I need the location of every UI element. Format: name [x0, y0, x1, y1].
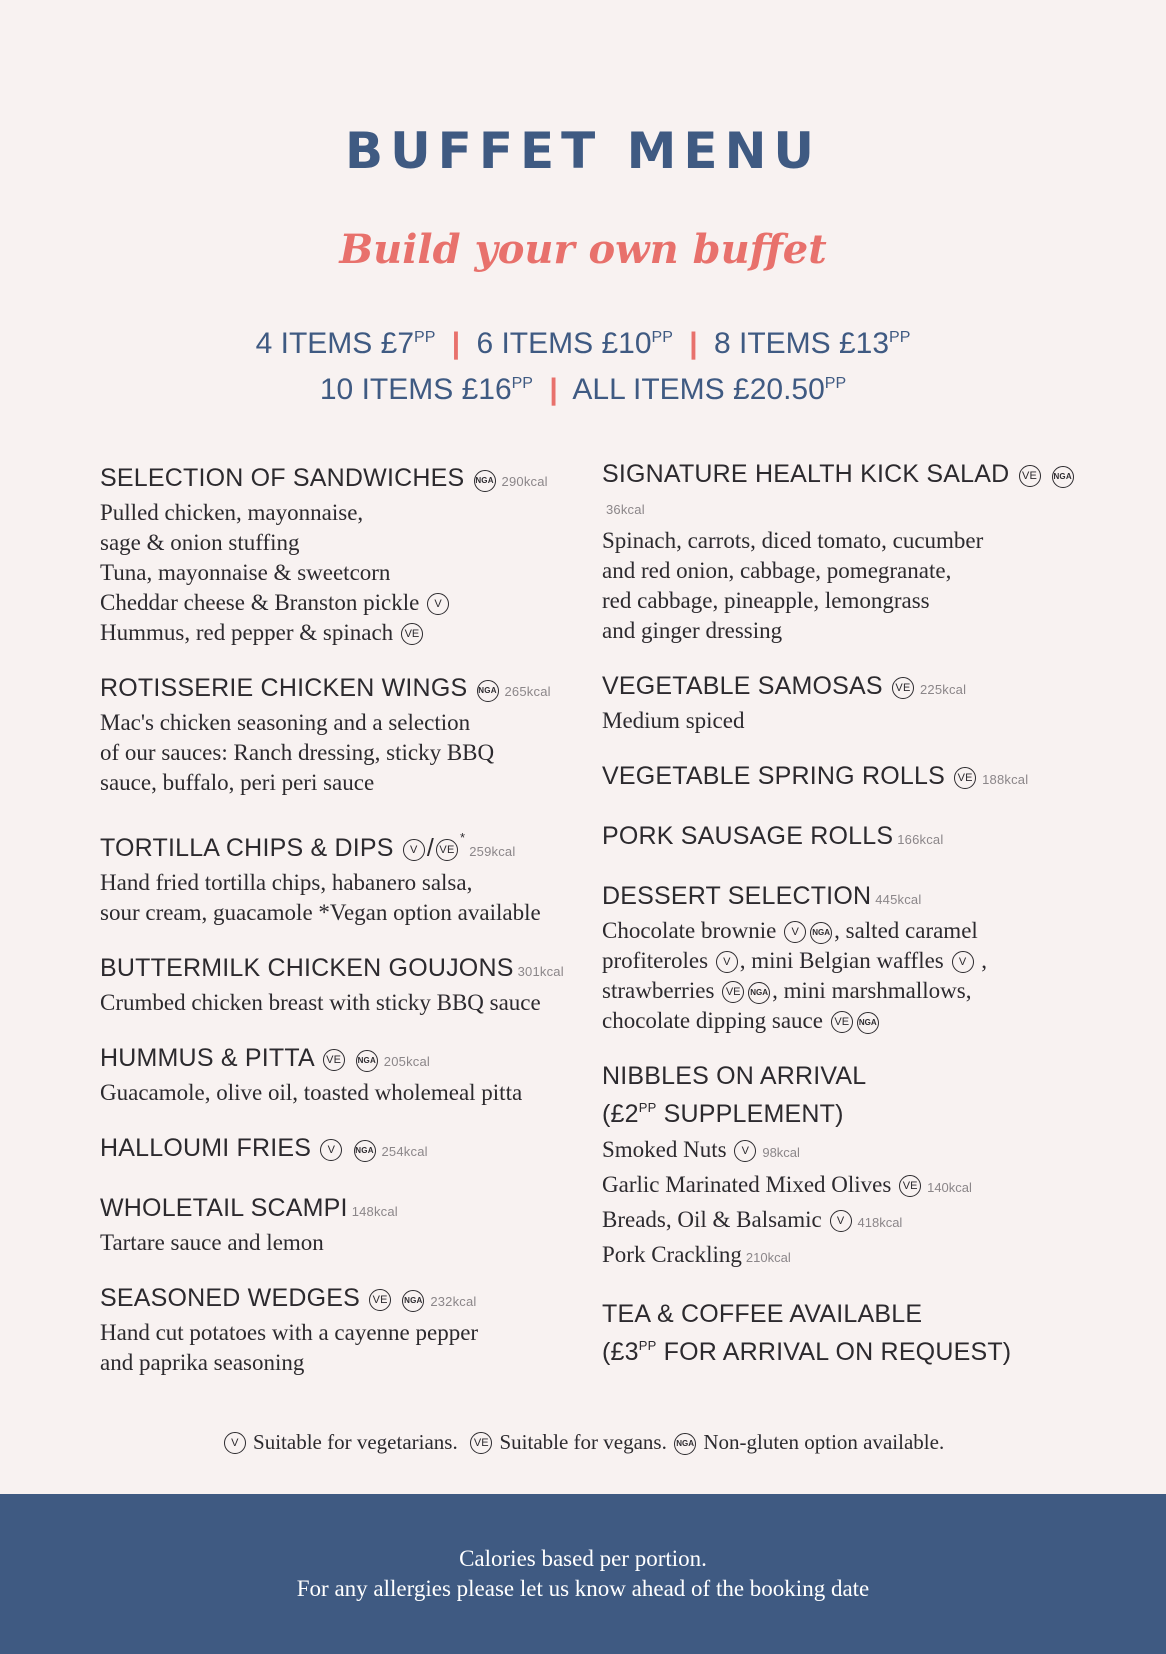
- vegetarian-icon: V: [784, 921, 806, 943]
- menu-column-left: [100, 462, 580, 1402]
- menu-item-tea-coffee: TEA & COFFEE AVAILABLE ($£3^{PP}$ FOR ARRIVAL ON REQUEST): [602, 1298, 1082, 1368]
- price-line-1: 4 ITEMS $£7^{PP}$ | 6 ITEMS $£10^{PP}$ | 8 ITEMS $£13^{PP}$: [255, 327, 911, 360]
- price-separator: |: [549, 373, 558, 406]
- nibble-name: Breads, Oil & Balsamic: [602, 1207, 822, 1232]
- menu-item-dessert: [602, 880, 1082, 1036]
- item-desc-text: strawberries: [602, 978, 715, 1003]
- item-kcal: 166kcal: [897, 832, 944, 847]
- item-name: HALLOUMI FRIES: [100, 1134, 312, 1162]
- item-kcal: 254kcal: [381, 1144, 428, 1159]
- menu-item-chicken-wings: [100, 672, 580, 798]
- item-desc-text: profiteroles: [602, 948, 709, 973]
- nga-icon: NGA: [354, 1140, 376, 1162]
- price-6-items: 6 ITEMS £10: [476, 327, 652, 360]
- item-name: SELECTION OF SANDWICHES: [100, 464, 465, 492]
- legend-vegan: Suitable for vegans.: [499, 1430, 667, 1454]
- item-name: NIBBLES ON ARRIVAL: [602, 1062, 867, 1090]
- item-name: BUTTERMILK CHICKEN GOUJONS: [100, 954, 514, 982]
- item-kcal: 301kcal: [517, 964, 564, 979]
- footer-allergy-note: For any allergies please let us know ahead of the booking date: [296, 1576, 870, 1601]
- item-name: TEA & COFFEE AVAILABLE: [602, 1300, 923, 1328]
- item-name: SEASONED WEDGES: [100, 1284, 360, 1312]
- item-desc-line: and ginger dressing: [602, 618, 783, 643]
- item-desc-line: Cheddar cheese & Branston pickle: [100, 590, 420, 615]
- vegetarian-icon: V: [320, 1139, 342, 1161]
- item-name-line2: FOR ARRIVAL ON REQUEST): [656, 1338, 1012, 1366]
- page-subtitle: Build your own buffet: [339, 226, 827, 273]
- item-kcal: 259kcal: [469, 844, 516, 859]
- item-kcal: 265kcal: [504, 684, 551, 699]
- vegan-icon: VE: [954, 767, 976, 789]
- legend-nga: Non-gluten option available.: [703, 1430, 945, 1454]
- item-desc-line: and red onion, cabbage, pomegranate,: [602, 558, 952, 583]
- item-desc-text: chocolate dipping sauce: [602, 1008, 823, 1033]
- vegan-icon: VE: [722, 981, 744, 1003]
- price-10-items: 10 ITEMS £16: [319, 373, 512, 406]
- menu-item-hummus-pitta: [100, 1042, 580, 1108]
- menu-item-spring-rolls: [602, 760, 1082, 796]
- item-name: WHOLETAIL SCAMPI: [100, 1194, 348, 1222]
- item-desc-text: , mini marshmallows,: [772, 978, 972, 1003]
- item-kcal: 418kcal: [857, 1215, 903, 1230]
- item-name: PORK SAUSAGE ROLLS: [602, 822, 894, 850]
- price-separator: |: [689, 327, 698, 360]
- item-desc-text: ,: [981, 948, 987, 973]
- dietary-legend: [0, 1430, 1166, 1455]
- item-kcal: 445kcal: [875, 892, 922, 907]
- item-desc-line: red cabbage, pineapple, lemongrass: [602, 588, 930, 613]
- item-desc-line: Tartare sauce and lemon: [100, 1230, 324, 1255]
- footer-banner: [0, 1494, 1166, 1654]
- item-kcal: 290kcal: [501, 474, 548, 489]
- slash: /: [426, 834, 434, 862]
- item-kcal: 140kcal: [927, 1180, 972, 1195]
- item-desc-line: Spinach, carrots, diced tomato, cucumber: [602, 528, 984, 553]
- price-all-items: ALL ITEMS £20.50: [572, 373, 825, 406]
- price-list: [0, 318, 1166, 410]
- vegan-icon: VE: [323, 1049, 345, 1071]
- item-kcal: 205kcal: [383, 1054, 430, 1069]
- nga-icon: NGA: [810, 922, 832, 944]
- page-title: BUFFET MENU: [344, 122, 822, 180]
- item-name-line2: (£2: [602, 1100, 639, 1128]
- item-kcal: 210kcal: [745, 1250, 791, 1265]
- nga-icon: NGA: [474, 470, 496, 492]
- nga-icon: NGA: [402, 1290, 424, 1312]
- vegetarian-icon: V: [716, 951, 738, 973]
- item-desc-line: Guacamole, olive oil, toasted wholemeal pitta: [100, 1080, 523, 1105]
- item-desc-line: Mac's chicken seasoning and a selection: [100, 710, 471, 735]
- item-desc-line: Tuna, mayonnaise & sweetcorn: [100, 560, 391, 585]
- nga-icon: NGA: [857, 1012, 879, 1034]
- menu-item-samosas: [602, 670, 1082, 736]
- item-name: TORTILLA CHIPS & DIPS: [100, 834, 394, 862]
- item-desc-line: of our sauces: Ranch dressing, sticky BBQ: [100, 740, 495, 765]
- item-desc-line: Hand fried tortilla chips, habanero salsa,: [100, 870, 473, 895]
- item-kcal: 98kcal: [762, 1145, 800, 1160]
- vegan-icon: VE: [1019, 465, 1041, 487]
- vegetarian-icon: V: [734, 1140, 756, 1162]
- vegan-icon: VE: [831, 1011, 853, 1033]
- menu-item-tortilla-chips: [100, 822, 580, 928]
- item-name-line2: (£3: [602, 1338, 639, 1366]
- menu-column-right: [602, 458, 1082, 1392]
- legend-vegetarian: Suitable for vegetarians.: [253, 1430, 458, 1454]
- menu-item-halloumi-fries: [100, 1132, 580, 1168]
- nibble-name: Garlic Marinated Mixed Olives: [602, 1172, 892, 1197]
- price-4-items: 4 ITEMS £7: [255, 327, 415, 360]
- item-name: ROTISSERIE CHICKEN WINGS: [100, 674, 468, 702]
- nga-icon: NGA: [748, 982, 770, 1004]
- vegan-icon: VE: [369, 1289, 391, 1311]
- menu-item-scampi: [100, 1192, 580, 1258]
- item-desc-line: sauce, buffalo, peri peri sauce: [100, 770, 375, 795]
- item-desc-line: sour cream, guacamole *Vegan option available: [100, 900, 541, 925]
- item-kcal: 148kcal: [351, 1204, 398, 1219]
- nga-icon: NGA: [1052, 466, 1074, 488]
- nga-icon: NGA: [356, 1050, 378, 1072]
- vegan-icon: VE: [436, 839, 458, 861]
- asterisk: *: [459, 830, 466, 845]
- item-kcal: 188kcal: [982, 772, 1029, 787]
- item-name: DESSERT SELECTION: [602, 882, 872, 910]
- vegetarian-icon: V: [224, 1432, 246, 1454]
- item-name-line2: SUPPLEMENT): [656, 1100, 844, 1128]
- nibble-name: Smoked Nuts: [602, 1137, 727, 1162]
- vegetarian-icon: V: [952, 951, 974, 973]
- nga-icon: NGA: [477, 680, 499, 702]
- nibble-name: Pork Crackling: [602, 1242, 742, 1267]
- price-8-items: 8 ITEMS £13: [713, 327, 890, 360]
- menu-item-nibbles: NIBBLES ON ARRIVAL ($£2^{PP}$ SUPPLEMENT) Smoked Nuts V 98kcal Garlic Marinated Mixed Olives VE 140kcal Breads, Oil & Balsamic V 418kcal Pork Crackling 210kcal: [602, 1060, 1082, 1274]
- item-desc-text: , mini Belgian waffles: [739, 948, 944, 973]
- menu-item-sandwiches: [100, 462, 580, 648]
- item-desc-text: Chocolate brownie: [602, 918, 777, 943]
- vegan-icon: VE: [470, 1432, 492, 1454]
- price-line-2: 10 ITEMS $£16^{PP}$ | ALL ITEMS $£20.50^{PP}$: [319, 373, 847, 406]
- item-desc-text: , salted caramel: [834, 918, 978, 943]
- vegetarian-icon: V: [427, 593, 449, 615]
- item-kcal: 225kcal: [919, 682, 967, 697]
- item-desc-line: sage & onion stuffing: [100, 530, 300, 555]
- item-desc-line: Hummus, red pepper & spinach: [100, 620, 394, 645]
- item-desc-line: Crumbed chicken breast with sticky BBQ sauce: [100, 990, 541, 1015]
- item-name: VEGETABLE SAMOSAS: [602, 672, 883, 700]
- item-name: HUMMUS & PITTA: [100, 1044, 314, 1072]
- vegetarian-icon: V: [403, 839, 425, 861]
- item-kcal: 36kcal: [606, 502, 645, 517]
- item-desc-line: Pulled chicken, mayonnaise,: [100, 500, 364, 525]
- footer-calories-note: Calories based per portion.: [459, 1546, 707, 1571]
- menu-item-wedges: [100, 1282, 580, 1378]
- vegan-icon: VE: [899, 1175, 921, 1197]
- price-separator: |: [451, 327, 461, 360]
- item-name: SIGNATURE HEALTH KICK SALAD: [602, 460, 1010, 488]
- item-name: VEGETABLE SPRING ROLLS: [602, 762, 945, 790]
- item-kcal: 232kcal: [430, 1294, 477, 1309]
- vegan-icon: VE: [401, 623, 423, 645]
- menu-item-sausage-rolls: [602, 820, 1082, 856]
- item-desc-line: Hand cut potatoes with a cayenne pepper: [100, 1320, 479, 1345]
- vegan-icon: VE: [892, 677, 914, 699]
- menu-item-chicken-goujons: [100, 952, 580, 1018]
- nga-icon: NGA: [674, 1433, 696, 1455]
- menu-item-salad: [602, 458, 1082, 646]
- item-desc-line: Medium spiced: [602, 708, 745, 733]
- vegetarian-icon: V: [830, 1210, 852, 1232]
- item-desc-line: and paprika seasoning: [100, 1350, 305, 1375]
